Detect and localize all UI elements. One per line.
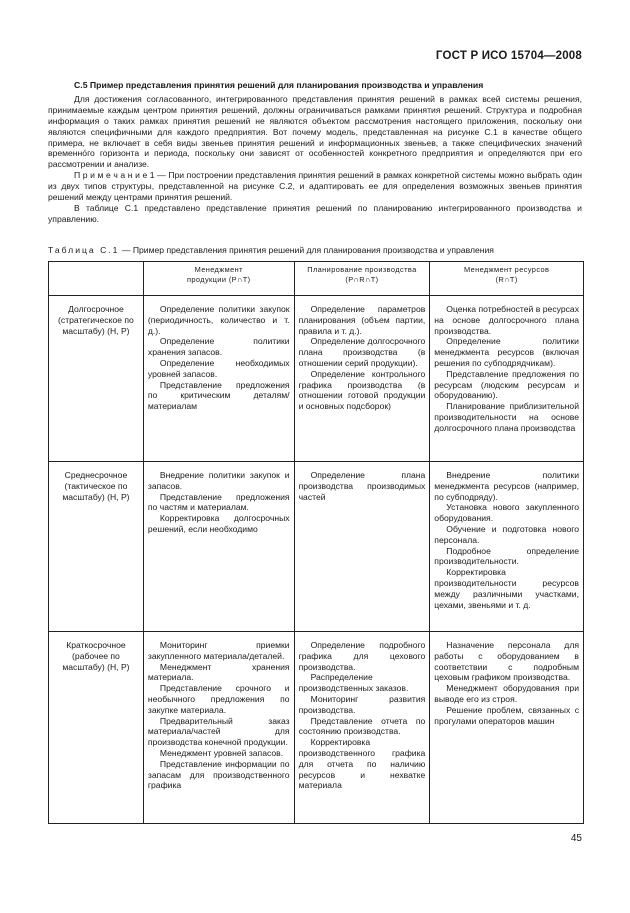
cell-resources bbox=[430, 296, 584, 462]
header-empty bbox=[49, 262, 144, 296]
header-resource-management: Менеджмент ресурсов (R∩T) bbox=[430, 262, 584, 296]
cell-paragraph: Решение проблем, связанных с прогулами операторов машин bbox=[434, 704, 579, 726]
cell-paragraph: Определение политики менеджмента ресурсов (включая решения по субподрядчикам). bbox=[434, 336, 579, 368]
cell-paragraph: Мониторинг развития производства. bbox=[298, 693, 426, 715]
table-row-long-term bbox=[49, 296, 584, 462]
cell-resources bbox=[430, 632, 584, 824]
cell-paragraph: Представление отчета по состоянию производства. bbox=[298, 715, 426, 737]
row-label: Краткосрочное (рабочее по масштабу) (H, P) bbox=[49, 632, 144, 824]
row-label: Долгосрочное (стратегическое по масштабу) (H, P) bbox=[49, 296, 144, 462]
page-number: 45 bbox=[570, 833, 582, 844]
cell-paragraph: Определение подробного графика для цехового производства. bbox=[298, 640, 426, 672]
cell-paragraph: Корректировка производственного графика для отчета по наличию ресурсов и нехватке материала bbox=[298, 737, 426, 791]
header-production-planning: Планирование производства (P∩R∩T) bbox=[294, 262, 430, 296]
cell-paragraph: Корректировка производительности ресурсов между различными участками, цехами, звеньями и т. д. bbox=[434, 567, 579, 610]
cell-planning bbox=[294, 296, 430, 462]
cell-paragraph: Менеджмент оборудования при выводе его из строя. bbox=[434, 683, 579, 704]
cell-paragraph: Определение контрольного графика производства (в отношении готовой продукции и основных подсборок) bbox=[298, 368, 426, 412]
cell-paragraph: Внедрение политики закупок и запасов. bbox=[147, 470, 290, 491]
cell-paragraph: Представление предложения по частям и материалам. bbox=[147, 491, 290, 513]
cell-planning bbox=[294, 632, 430, 824]
table-caption-text: — Пример представления принятия решений для планирования производства и управления bbox=[119, 245, 494, 255]
cell-paragraph: Предварительный заказ материала/частей для производства конечной продукции. bbox=[147, 715, 290, 748]
cell-paragraph: Определение политики закупок (периодичность, количество и т. д.). bbox=[147, 304, 290, 336]
cell-paragraph: Представление информации по запасам для производственного графика bbox=[147, 758, 290, 791]
cell-paragraph: Менеджмент хранения материала. bbox=[147, 661, 290, 683]
document-code: ГОСТ Р ИСО 15704—2008 bbox=[435, 50, 582, 62]
cell-paragraph: Оценка потребностей в ресурсах на основе долгосрочного плана производства. bbox=[434, 304, 579, 336]
cell-paragraph: Установка нового закупленного оборудования. bbox=[434, 502, 579, 524]
cell-paragraph: Представление предложения по ресурсам (людским ресурсам и оборудованию). bbox=[434, 368, 579, 401]
table-caption-label: Таблица С.1 bbox=[48, 245, 120, 255]
cell-product bbox=[143, 462, 294, 632]
cell-paragraph: Подробное определение производительности. bbox=[434, 545, 579, 567]
section-title: С.5 Пример представления принятия решений для планирования производства и управления bbox=[74, 80, 484, 90]
cell-product bbox=[143, 632, 294, 824]
cell-product bbox=[143, 296, 294, 462]
cell-paragraph: Мониторинг приемки закупленного материала/деталей. bbox=[147, 640, 290, 661]
row-label: Среднесрочное (тактическое по масштабу) (H, P) bbox=[49, 462, 144, 632]
section-c5 bbox=[48, 80, 582, 225]
cell-paragraph: Представление предложения по критическим деталям/материалам bbox=[147, 379, 290, 412]
cell-paragraph: Представление срочного и необычного предложения по закупке материала. bbox=[147, 683, 290, 715]
section-paragraph-1: Для достижения согласованного, интегрированного представления принятия решений в рамках всей системы решения, принимаемые каждым центром принятия решений, должны ограничиваться рамками принятия решений. Структура и подробная информация о таких рамках принятия решений не являются объектом рассмотрения настоящего приложения, поскольку они являются специфичными для каждого предприятия. Вот почему модель, представленная на рисунке С.1 в качестве общего примера, не включает в себя виды звеньев принятия решений и информационных звеньев, а также специфических значений временно́го горизонта и периода, поскольку они зависят от особенностей конкретного предприятия и определяются при его рассмотрении и анализе. bbox=[48, 93, 582, 170]
table-caption bbox=[48, 245, 494, 255]
cell-paragraph: Планирование приблизительной производительности на основе долгосрочного плана производства bbox=[434, 401, 579, 433]
cell-paragraph: Определение политики хранения запасов. bbox=[147, 336, 290, 358]
decision-table bbox=[48, 261, 584, 824]
cell-planning bbox=[294, 462, 430, 632]
cell-paragraph: Определение плана производства производимых частей bbox=[298, 470, 426, 502]
section-note-1: П р и м е ч а н и е 1 — При построении представления принятия решений в рамках конкретной системы можно выбрать один из двух типов структуры, представленной на рисунке С.2, и адаптировать ее для определения возможных звеньев принятия решений между центрами принятия решений. bbox=[48, 170, 582, 203]
cell-paragraph: Менеджмент уровней запасов. bbox=[159, 747, 284, 758]
cell-paragraph: Определение параметров планирования (объем партии, правила и т. д.). bbox=[298, 304, 426, 336]
cell-paragraph: Назначение персонала для работы с оборудованием в соответствии с подробным цеховым графиком производства. bbox=[434, 640, 579, 683]
cell-resources bbox=[430, 462, 584, 632]
cell-paragraph: Определение долгосрочного плана производства (в отношении серий продукции). bbox=[298, 336, 426, 368]
table-row-short-term bbox=[49, 632, 584, 824]
cell-paragraph: Обучение и подготовка нового персонала. bbox=[434, 523, 579, 545]
section-paragraph-3: В таблице С.1 представлено представление принятия решений по планированию интегрированного производства и управлению. bbox=[48, 202, 582, 224]
cell-paragraph: Распределение производственных заказов. bbox=[298, 672, 409, 694]
cell-paragraph: Внедрение политики менеджмента ресурсов (например, по субподряду). bbox=[434, 470, 579, 502]
cell-paragraph: Определение необходимых уровней запасов. bbox=[147, 357, 290, 379]
table-row-medium-term bbox=[49, 462, 584, 632]
cell-paragraph: Корректировка долгосрочных решений, если необходимо bbox=[147, 513, 290, 534]
header-product-management: Менеджмент продукции (P∩T) bbox=[143, 262, 294, 296]
table-header-row bbox=[49, 262, 584, 296]
